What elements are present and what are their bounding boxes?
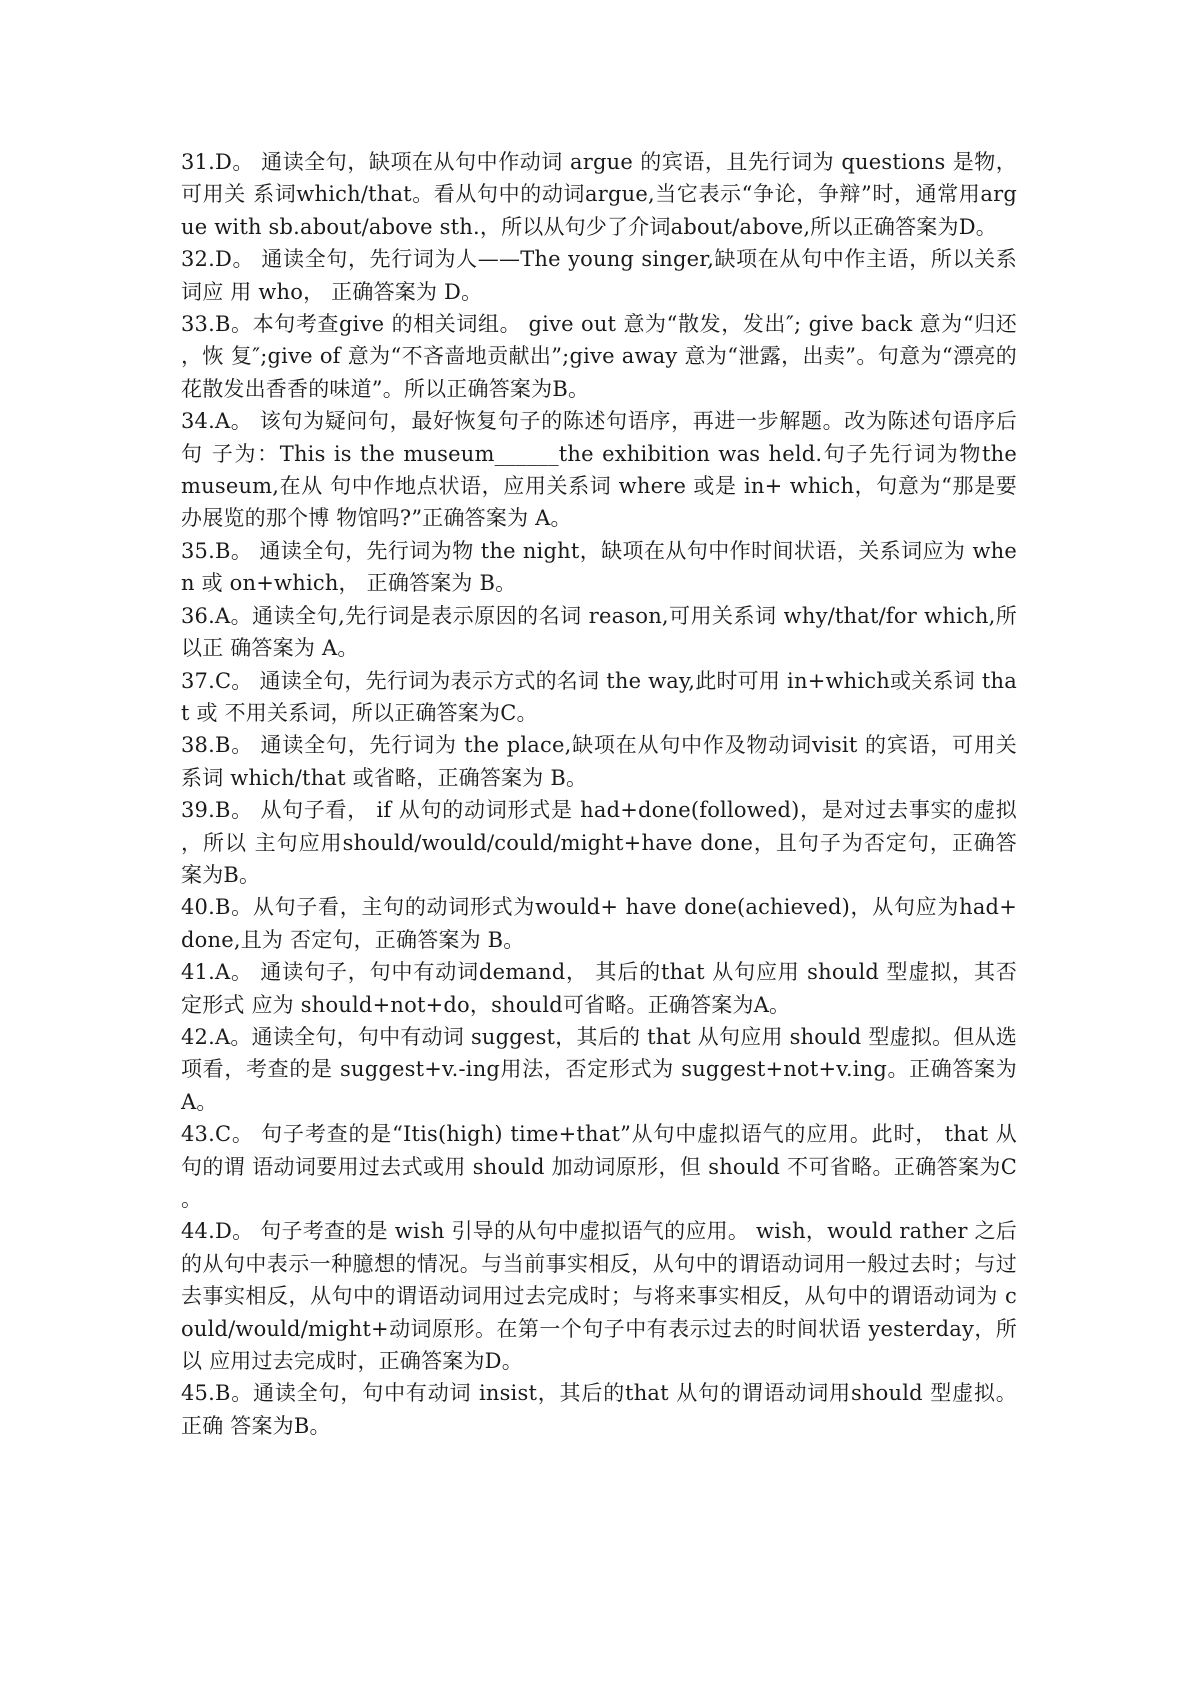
answer-explanations: [181, 146, 1017, 1442]
answer-34: 34.A。 该句为疑问句，最好恢复句子的陈述句语序，再进一步解题。改为陈述句语序后句 子为：This is the museum______the exhibition was held.句子先行词为物the museum,在从 句中作地点状语，应用关系词 where 或是 in+ which，句意为“那是要办展览的那个博 物馆吗?”正确答案为 A。: [181, 409, 1017, 531]
answer-36: 36.A。通读全句,先行词是表示原因的名词 reason,可用关系词 why/that/for which,所以正 确答案为 A。: [181, 603, 1017, 661]
answer-42: 42.A。通读全句，句中有动词 suggest，其后的 that 从句应用 should 型虚拟。但从选项看，考查的是 suggest+v.-ing用法，否定形式为 suggest+not+v.ing。正确答案为 A。: [181, 1024, 1017, 1114]
answer-45: 45.B。通读全句，句中有动词 insist，其后的that 从句的谓语动词用should 型虚拟。正确 答案为B。: [181, 1381, 1017, 1438]
answer-33: 33.B。本句考查give 的相关词组。 give out 意为“散发，发出″; give back 意为“归还，恢 复″;give of 意为“不吝啬地贡献出”;give away 意为“泄露，出卖”。句意为“漂亮的 花散发出香香的味道”。所以正确答案为B。: [181, 312, 1017, 401]
answer-32: 32.D。 通读全句，先行词为人——The young singer,缺项在从句中作主语，所以关系词应 用 who， 正确答案为 D。: [181, 247, 1017, 304]
answer-43: 43.C。 句子考查的是“Itis(high) time+that”从句中虚拟语气的应用。此时， that 从句的谓 语动词要用过去式或用 should 加动词原形，但 should 不可省略。正确答案为C。: [181, 1122, 1017, 1211]
answer-41: 41.A。 通读句子，句中有动词demand， 其后的that 从句应用 should 型虚拟，其否定形式 应为 should+not+do，should可省略。正确答案为A。: [181, 960, 1017, 1017]
answer-31: 31.D。 通读全句，缺项在从句中作动词 argue 的宾语，且先行词为 questions 是物，可用关 系词which/that。看从句中的动词argue,当它表示“争论，争辩”时，通常用argue with sb.about/above sth.，所以从句少了介词about/above,所以正确答案为D。: [181, 150, 1017, 239]
answer-39: 39.B。 从句子看， if 从句的动词形式是 had+done(followed)，是对过去事实的虚拟，所以 主句应用should/would/could/might+have done，且句子为否定句，正确答案为B。: [181, 798, 1017, 887]
answer-35: 35.B。 通读全句，先行词为物 the night，缺项在从句中作时间状语，关系词应为 when 或 on+which， 正确答案为 B。: [181, 538, 1017, 596]
answer-38: 38.B。 通读全句，先行词为 the place,缺项在从句中作及物动词visit 的宾语，可用关系词 which/that 或省略，正确答案为 B。: [181, 733, 1017, 790]
answer-40: 40.B。从句子看，主句的动词形式为would+ have done(achieved)，从句应为had+ done,且为 否定句，正确答案为 B。: [181, 895, 1017, 952]
answer-44: 44.D。 句子考查的是 wish 引导的从句中虚拟语气的应用。 wish，would rather 之后的从句中表示一种臆想的情况。与当前事实相反，从句中的谓语动词用一般过去时；与过去事实相反，从句中的谓语动词用过去完成时；与将来事实相反，从句中的谓语动词为 could/would/might+动词原形。在第一个句子中有表示过去的时间状语 yesterday，所以 应用过去完成时，正确答案为D。: [181, 1219, 1017, 1374]
answer-37: 37.C。 通读全句，先行词为表示方式的名词 the way,此时可用 in+which或关系词 that 或 不用关系词，所以正确答案为C。: [181, 668, 1017, 725]
